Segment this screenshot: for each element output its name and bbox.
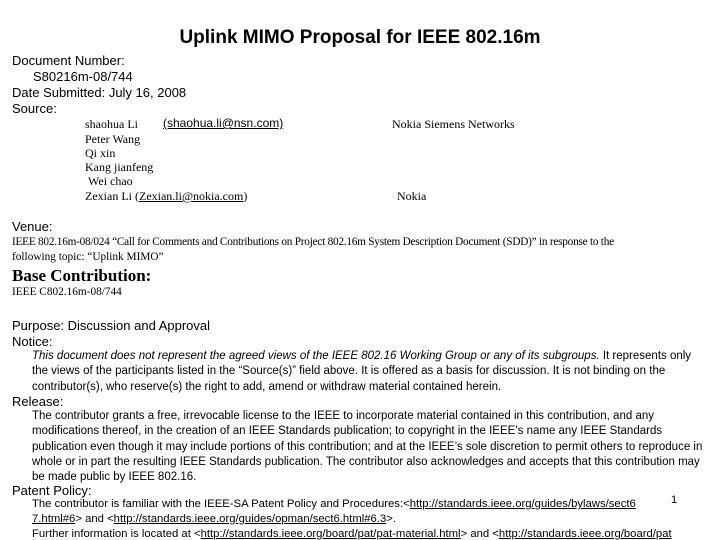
document-number-label: Document Number: <box>12 53 125 68</box>
author-email-link[interactable]: Zexian.li@nokia.com <box>138 189 244 203</box>
author-name: shaohua Li <box>85 117 138 131</box>
page-title: Uplink MIMO Proposal for IEEE 802.16m <box>179 27 541 48</box>
patent-policy-label: Patent Policy: <box>12 483 92 498</box>
author-name-line: Zexian Li (Zexian.li@nokia.com) <box>85 189 248 203</box>
patent-link[interactable]: http://standards.ieee.org/guides/opman/sect6.html#6.3 <box>113 513 387 525</box>
author-name: Qi xin <box>85 146 116 160</box>
document-number: S80216m-08/744 <box>33 69 133 84</box>
release-label: Release: <box>12 394 64 409</box>
notice-label: Notice: <box>12 334 53 349</box>
author-email-link[interactable]: (shaohua.li@nsn.com) <box>163 116 284 130</box>
page-number: 1 <box>671 494 678 506</box>
patent-text: The contributor is familiar with the IEEE-SA Patent Policy and Procedures:<http://standards.ieee.org/guides/bylaws/sect6 <box>32 498 636 510</box>
venue-text: IEEE 802.16m-08/024 “Call for Comments and Contributions on Project 802.16m System Description Document (SDD)” in response to the <box>12 236 614 248</box>
patent-text: 7.html#6> and <http://standards.ieee.org/guides/opman/sect6.html#6.3>. <box>32 513 396 525</box>
date-submitted: Date Submitted: July 16, 2008 <box>12 85 187 100</box>
venue-label: Venue: <box>12 219 53 234</box>
venue-text: following topic: “Uplink MIMO” <box>12 251 164 263</box>
author-affiliation: Nokia Siemens Networks <box>392 117 515 131</box>
patent-link[interactable]: http://standards.ieee.org/guides/bylaws/sect6 <box>409 498 636 510</box>
author-name: Wei chao <box>88 174 133 188</box>
notice-italic: This document does not represent the agreed views of the IEEE 802.16 Working Group or any of its subgroups. <box>32 350 600 362</box>
purpose-line: Purpose: Discussion and Approval <box>12 318 211 333</box>
base-contribution-text: IEEE C802.16m-08/744 <box>12 286 122 298</box>
further-info-link[interactable]: http://standards.ieee.org/board/pat <box>498 528 672 540</box>
author-affiliation: Nokia <box>397 189 427 203</box>
author-name: Kang jianfeng <box>85 160 154 174</box>
notice-text: This document does not represent the agreed views of the IEEE 802.16 Working Group or any of its subgroups. It represents only the views of the participants listed in the “Source(s)” field above. It is offered as a basis for discussion. It is not binding on the contributor(s), who reserve(s) the right to add, amend or withdraw material contained herein. <box>32 350 692 393</box>
source-label: Source: <box>12 101 57 116</box>
patent-link[interactable]: 7.html#6 <box>32 513 76 525</box>
further-info-link[interactable]: http://standards.ieee.org/board/pat/pat-material.html <box>200 528 461 540</box>
further-info-text: Further information is located at <http://standards.ieee.org/board/pat/pat-material.html> and <http://standards.ieee.org/board/pat <box>32 528 672 540</box>
release-text: The contributor grants a free, irrevocable license to the IEEE to incorporate material contained in this contribution, and any modifications thereof, in the creation of an IEEE Standards publication; to copyright in the IEEE’s name any IEEE Standards publication even though it may include portions of this contribution; and at the IEEE’s sole discretion to permit others to reproduce in whole or in part the resulting IEEE Standards publication. The contributor also acknowledges and accepts that this contribution may be made public by IEEE 802.16. <box>32 410 703 484</box>
base-contribution-heading: Base Contribution: <box>12 266 152 285</box>
author-name: Peter Wang <box>85 132 141 146</box>
